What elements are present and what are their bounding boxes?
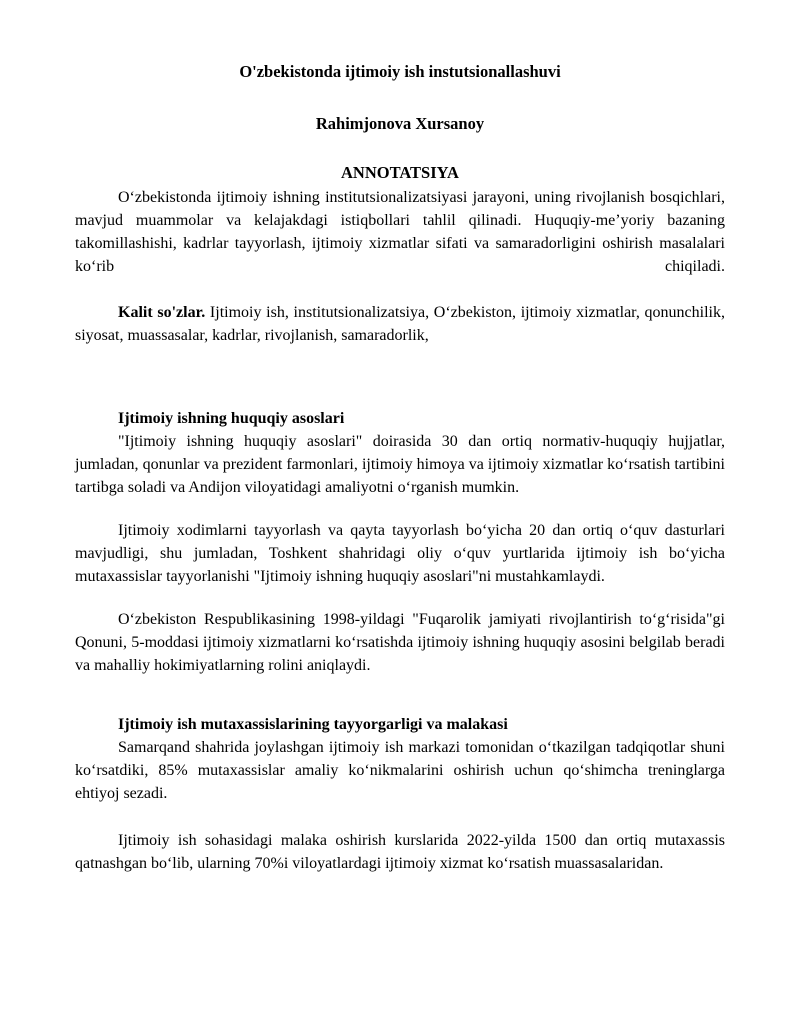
section-heading-legal-basis: Ijtimoiy ishning huquqiy asoslari xyxy=(118,410,345,427)
section-training-paragraph-1: Samarqand shahrida joylashgan ijtimoiy ish markazi tomonidan oʻtkazilgan tadqiqotlar shuni koʻrsatdiki, 85% mutaxassislar amaliy koʻnikmalarini oshirish uchun qoʻshimcha treninglarga ehtiyoj sezadi. xyxy=(75,739,725,802)
annotation-heading: ANNOTATSIYA xyxy=(341,163,459,182)
section-legal-paragraph-3: Oʻzbekiston Respublikasining 1998-yildagi "Fuqarolik jamiyati rivojlantirish toʻgʻrisida"gi Qonuni, 5-moddasi ijtimoiy xizmatlarni koʻrsatishda ijtimoiy ishning huquqiy asosini belgilab beradi va mahalliy hokimiyatlarning rolini aniqlaydi. xyxy=(75,611,725,674)
annotation-paragraph: Oʻzbekistonda ijtimoiy ishning institutsionalizatsiyasi jarayoni, uning rivojlanish bosqichlari, mavjud muammolar va kelajakdagi istiqbollari tahlil qilinadi. Huquqiy-meʼyoriy bazaning takomillashishi, kadrlar tayyorlash, ijtimoiy xizmatlar sifati va samaradorligini oshirish masalalari koʻrib chiqiladi. xyxy=(75,189,725,275)
document-author: Rahimjonova Xursanoy xyxy=(315,114,485,133)
keywords-paragraph xyxy=(75,301,725,347)
section-training-paragraph-2: Ijtimoiy ish sohasidagi malaka oshirish kurslarida 2022-yilda 1500 dan ortiq mutaxassis qatnashgan boʻlib, ularning 70%i viloyatlardagi ijtimoiy xizmat koʻrsatish muassasalaridan. xyxy=(75,832,725,872)
keywords-text: Ijtimoiy ish, institutsionalizatsiya, Oʻzbekiston, ijtimoiy xizmatlar, qonunchilik, siyosat, muassasalar, kadrlar, rivojlanish, samaradorlik, xyxy=(75,304,725,344)
section-legal-paragraph-2: Ijtimoiy xodimlarni tayyorlash va qayta tayyorlash boʻyicha 20 dan ortiq oʻquv dasturlari mavjudligi, shu jumladan, Toshkent shahridagi oliy oʻquv yurtlarida ijtimoiy ish boʻyicha mutaxassislar tayyorlanishi "Ijtimoiy ishning huquqiy asoslari"ni mustahkamlaydi. xyxy=(75,522,725,585)
section-heading-specialist-training: Ijtimoiy ish mutaxassislarining tayyorgarligi va malakasi xyxy=(118,716,508,733)
keywords-label: Kalit so'zlar. xyxy=(118,304,206,321)
document-title: O'zbekistonda ijtimoiy ish instutsionallashuvi xyxy=(239,62,561,81)
section-legal-paragraph-1: "Ijtimoiy ishning huquqiy asoslari" doirasida 30 dan ortiq normativ-huquqiy hujjatlar, jumladan, qonunlar va prezident farmonlari, ijtimoiy himoya va ijtimoiy xizmatlar koʻrsatish tartibini tartibga soladi va Andijon viloyatidagi amaliyotni oʻrganish mumkin. xyxy=(75,433,725,496)
